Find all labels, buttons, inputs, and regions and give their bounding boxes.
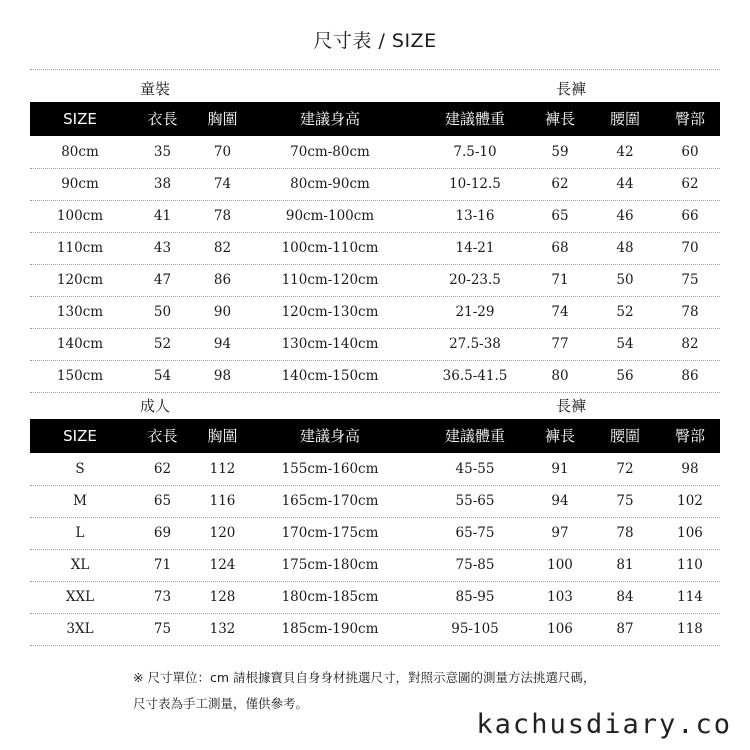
table-cell: 62 xyxy=(551,176,569,192)
table-cell: 70cm-80cm xyxy=(290,144,370,160)
table-cell: 70 xyxy=(681,240,699,256)
table-cell: 100cm-110cm xyxy=(281,240,379,256)
table-cell: 43 xyxy=(153,240,172,256)
table-cell: 78 xyxy=(213,208,232,224)
table-cell: 98 xyxy=(213,368,232,384)
table-cell: 120cm-130cm xyxy=(281,304,379,320)
table-cell: 91 xyxy=(551,461,569,477)
table-cell: 100cm xyxy=(56,208,104,224)
table-cell: 155cm-160cm xyxy=(281,461,379,477)
table-cell: 118 xyxy=(677,621,703,637)
table-cell: 112 xyxy=(209,461,236,477)
header-hip: 臀部 xyxy=(674,110,705,128)
table-cell: 84 xyxy=(616,589,634,605)
table-cell: 35 xyxy=(153,144,172,160)
table-cell: 75 xyxy=(153,621,172,637)
table-cell: 116 xyxy=(209,493,236,509)
table-cell: XL xyxy=(70,557,90,573)
table-cell: 71 xyxy=(551,272,569,288)
table-cell: 82 xyxy=(681,336,699,352)
table-cell: 75 xyxy=(616,493,634,509)
table-row xyxy=(30,232,720,265)
table-row xyxy=(30,200,720,233)
kids-pants-label: 長褲 xyxy=(556,80,587,98)
table-cell: 65 xyxy=(153,493,172,509)
header-pants-length: 褲長 xyxy=(544,427,575,445)
header-chest: 胸圍 xyxy=(207,427,238,445)
table-cell: 27.5-38 xyxy=(449,336,501,352)
table-row xyxy=(30,517,720,550)
table-cell: 65-75 xyxy=(455,525,495,541)
header-weight: 建議體重 xyxy=(444,110,505,128)
table-cell: L xyxy=(75,525,85,541)
header-height: 建議身高 xyxy=(299,110,360,128)
table-cell: 85-95 xyxy=(455,589,495,605)
table-cell: 175cm-180cm xyxy=(281,557,379,573)
page-title: 尺寸表 / SIZE xyxy=(313,30,437,52)
header-size: SIZE xyxy=(63,427,97,445)
table-cell: 56 xyxy=(616,368,634,384)
table-cell: 97 xyxy=(551,525,569,541)
table-cell: 21-29 xyxy=(455,304,495,320)
table-cell: 140cm-150cm xyxy=(281,368,379,384)
table-row xyxy=(30,549,720,582)
adult-header-row xyxy=(30,419,720,453)
table-cell: 103 xyxy=(547,589,573,605)
table-row xyxy=(30,136,720,169)
table-cell: 38 xyxy=(153,176,172,192)
table-cell: 94 xyxy=(551,493,569,509)
table-cell: 185cm-190cm xyxy=(281,621,379,637)
table-cell: 102 xyxy=(677,493,703,509)
table-row xyxy=(30,360,720,393)
header-size: SIZE xyxy=(63,110,97,128)
table-cell: 68 xyxy=(551,240,569,256)
table-cell: 50 xyxy=(616,272,634,288)
table-cell: S xyxy=(75,461,85,477)
table-cell: 80cm-90cm xyxy=(290,176,370,192)
table-cell: 110cm xyxy=(56,240,104,256)
table-row xyxy=(30,453,720,486)
table-cell: 54 xyxy=(616,336,634,352)
table-row xyxy=(30,581,720,614)
table-cell: 71 xyxy=(153,557,172,573)
header-length: 衣長 xyxy=(147,110,178,128)
table-cell: 42 xyxy=(616,144,634,160)
table-cell: 52 xyxy=(616,304,634,320)
table-cell: 165cm-170cm xyxy=(281,493,379,509)
table-cell: 14-21 xyxy=(455,240,495,256)
table-cell: 46 xyxy=(616,208,634,224)
table-cell: 10-12.5 xyxy=(449,176,501,192)
table-cell: 180cm-185cm xyxy=(281,589,379,605)
table-cell: 100 xyxy=(547,557,573,573)
table-cell: 82 xyxy=(213,240,232,256)
table-cell: 41 xyxy=(153,208,172,224)
table-cell: 52 xyxy=(153,336,172,352)
header-chest: 胸圍 xyxy=(207,110,238,128)
header-waist: 腰圍 xyxy=(609,427,640,445)
divider xyxy=(30,69,720,70)
table-cell: 78 xyxy=(681,304,699,320)
header-waist: 腰圍 xyxy=(609,110,640,128)
table-cell: 47 xyxy=(153,272,172,288)
table-cell: 54 xyxy=(153,368,172,384)
table-cell: 106 xyxy=(547,621,573,637)
table-cell: 110cm-120cm xyxy=(281,272,379,288)
table-cell: 65 xyxy=(551,208,569,224)
table-cell: 124 xyxy=(209,557,236,573)
adult-section-label: 成人 xyxy=(140,397,171,415)
table-cell: 45-55 xyxy=(455,461,495,477)
table-cell: 59 xyxy=(551,144,569,160)
note-line-2: 尺寸表為手工測量，僅供參考。 xyxy=(133,696,309,711)
table-cell: 106 xyxy=(677,525,703,541)
table-cell: 60 xyxy=(681,144,699,160)
table-cell: 74 xyxy=(213,176,232,192)
table-cell: 150cm xyxy=(56,368,104,384)
table-cell: 87 xyxy=(616,621,634,637)
table-cell: 50 xyxy=(153,304,172,320)
table-row xyxy=(30,264,720,297)
table-cell: 77 xyxy=(551,336,569,352)
table-cell: 132 xyxy=(209,621,236,637)
table-cell: 90cm xyxy=(61,176,99,192)
table-cell: 70 xyxy=(213,144,232,160)
table-cell: 75 xyxy=(681,272,699,288)
table-row xyxy=(30,328,720,361)
table-cell: 120 xyxy=(209,525,236,541)
header-length: 衣長 xyxy=(147,427,178,445)
kids-section-label: 童裝 xyxy=(140,80,171,98)
table-cell: 66 xyxy=(681,208,699,224)
table-cell: 98 xyxy=(681,461,699,477)
table-cell: 81 xyxy=(616,557,634,573)
table-cell: 69 xyxy=(153,525,172,541)
table-cell: 20-23.5 xyxy=(449,272,501,288)
table-cell: 86 xyxy=(213,272,232,288)
watermark: kachusdiary.co xyxy=(476,709,732,740)
table-cell: 114 xyxy=(677,589,703,605)
table-cell: 128 xyxy=(209,589,236,605)
table-cell: XXL xyxy=(65,589,95,605)
table-row xyxy=(30,296,720,329)
table-row xyxy=(30,613,720,646)
table-cell: 80cm xyxy=(61,144,99,160)
table-cell: 78 xyxy=(616,525,634,541)
table-cell: 90 xyxy=(213,304,232,320)
table-cell: 170cm-175cm xyxy=(281,525,379,541)
adult-pants-label: 長褲 xyxy=(556,397,587,415)
header-weight: 建議體重 xyxy=(444,427,505,445)
table-cell: 13-16 xyxy=(455,208,495,224)
table-cell: 110 xyxy=(677,557,703,573)
table-cell: 74 xyxy=(551,304,569,320)
table-cell: 140cm xyxy=(56,336,104,352)
table-cell: 130cm-140cm xyxy=(281,336,379,352)
header-height: 建議身高 xyxy=(299,427,360,445)
table-cell: 120cm xyxy=(56,272,104,288)
table-cell: 90cm-100cm xyxy=(285,208,375,224)
table-cell: 86 xyxy=(681,368,699,384)
table-cell: 80 xyxy=(551,368,569,384)
header-hip: 臀部 xyxy=(674,427,705,445)
table-cell: 3XL xyxy=(66,621,94,637)
table-cell: 75-85 xyxy=(455,557,495,573)
table-cell: 44 xyxy=(616,176,634,192)
table-cell: 94 xyxy=(213,336,232,352)
table-cell: 62 xyxy=(681,176,699,192)
table-cell: 55-65 xyxy=(455,493,495,509)
table-cell: 48 xyxy=(616,240,634,256)
note-line-1: ※ 尺寸單位：cm 請根據寶貝自身身材挑選尺寸，對照示意圖的測量方法挑選尺碼， xyxy=(133,670,596,685)
table-cell: 95-105 xyxy=(451,621,499,637)
table-cell: 7.5-10 xyxy=(453,144,497,160)
table-row xyxy=(30,168,720,201)
header-pants-length: 褲長 xyxy=(544,110,575,128)
table-row xyxy=(30,485,720,518)
table-cell: M xyxy=(73,493,87,509)
table-cell: 62 xyxy=(153,461,172,477)
table-cell: 130cm xyxy=(56,304,104,320)
kids-header-row xyxy=(30,102,720,136)
table-cell: 73 xyxy=(153,589,172,605)
table-cell: 36.5-41.5 xyxy=(442,368,508,384)
table-cell: 72 xyxy=(616,461,634,477)
